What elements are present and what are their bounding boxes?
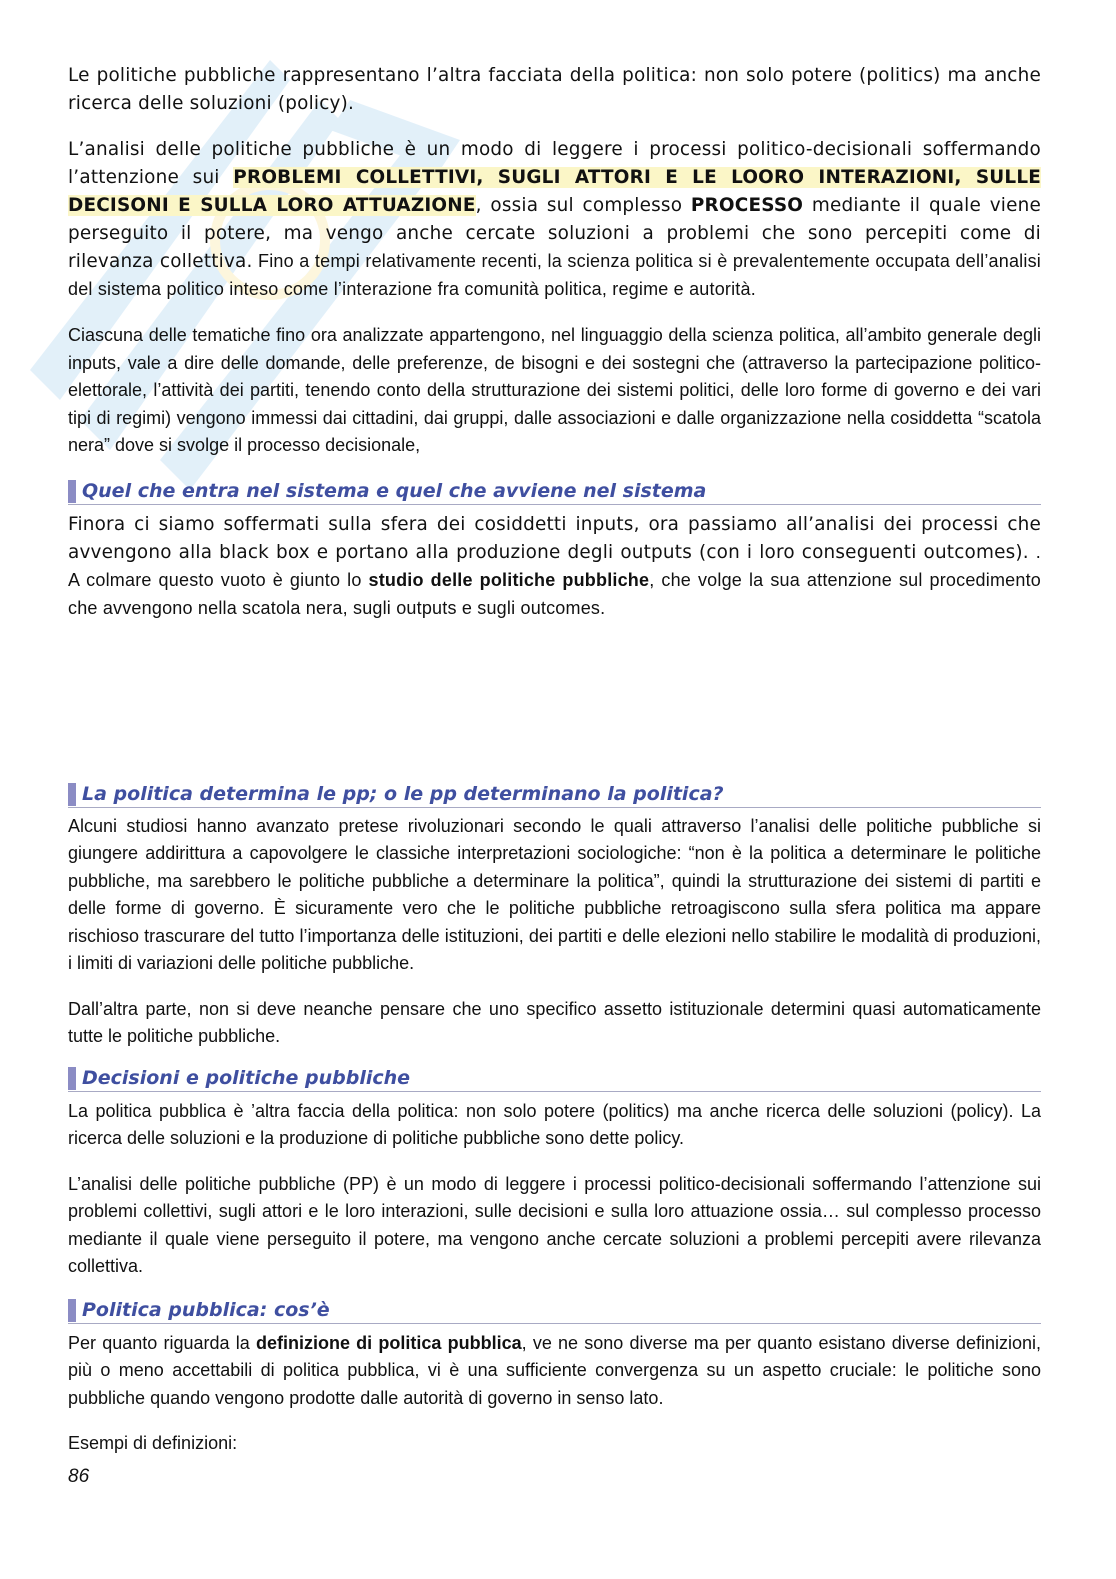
black-box-text-d: , che volge la sua attenzione sul procedimento che avvengono nella scatola nera, sugli outputs e sugli outcomes.	[68, 569, 1041, 618]
black-box-text-b: . A colmare questo vuoto è giunto lo	[68, 541, 1041, 590]
definition-text-c: , ve ne sono diverse ma per quanto esistano diverse definizioni, più o meno accettabili di politica pubblica, vi è una sufficiente convergenza su un aspetto cruciale: le politiche sono pubbliche quando vengono prodotte dalle autorità di governo in senso lato.	[68, 1332, 1042, 1408]
page-number: 86	[68, 1465, 90, 1487]
black-box-text-a: Finora ci siamo soffermati sulla sfera dei cosiddetti inputs, ora passiamo all’analisi dei processi che avvengono alla black box e portano alla produzione degli outputs (con i loro conseguenti outcomes).	[68, 513, 1041, 563]
document-page	[68, 62, 1041, 1489]
analysis-bold-process: PROCESSO	[690, 195, 804, 216]
definition-text-a: Per quanto riguarda la	[68, 1332, 256, 1353]
section-heading-sistema: Quel che entra nel sistema e quel che avviene nel sistema	[68, 478, 1041, 505]
section-heading-politica-pp: La politica determina le pp; o le pp determinano la politica?	[68, 781, 1041, 808]
revolutionary-paragraph: Alcuni studiosi hanno avanzato pretese rivoluzionari secondo le quali attraverso l’analisi delle politiche pubbliche si giungere addirittura a capovolgere le classiche interpretazioni sociologiche: “non è la politica a determinare le politiche pubbliche, ma sarebbero le politiche pubbliche a determinare la politica”, quindi la strutturazione dei sistemi di partiti e delle forme di governo. È sicuramente vero che le politiche pubbliche retroagiscono sulla sfera politica ma appare rischioso trascurare del tutto l’importanza delle istituzioni, dei partiti e delle elezioni nello stabilire le modalità di produzioni, i limiti di variazioni delle politiche pubbliche.	[68, 815, 1041, 973]
section-heading-decisioni: Decisioni e politiche pubbliche	[68, 1065, 1041, 1092]
analysis-text-c: , ossia sul complesso	[475, 195, 691, 216]
definition-bold: definizione di politica pubblica	[255, 1332, 522, 1353]
black-box-bold-study: studio delle politiche pubbliche	[368, 569, 650, 590]
policy-paragraph: La politica pubblica è ’altra faccia della politica: non solo potere (politics) ma anche ricerca delle soluzioni (policy). La ricerca delle soluzioni e la produzione di politiche pubbliche sono dette policy.	[68, 1100, 1041, 1148]
institutional-paragraph: Dall’altra parte, non si deve neanche pensare che uno specifico assetto istituzionale determini quasi automaticamente tutte le politiche pubbliche.	[68, 998, 1041, 1046]
analysis-bold-topics: PROBLEMI COLLETTIVI, SUGLI ATTORI E LE LOORO INTERAZIONI, SULLE DECISONI E SULLA LORO ATTUAZIONE	[68, 167, 1041, 216]
section-heading-cose: Politica pubblica: cos’è	[68, 1297, 1041, 1324]
inputs-paragraph: Ciascuna delle tematiche fino ora analizzate appartengono, nel linguaggio della scienza politica, all’ambito generale degli inputs, vale a dire delle domande, delle preferenze, de bisogni e dei sostegni che (attraverso la partecipazione politico-elettorale, l’attività dei partiti, tenendo conto della strutturazione dei sistemi politici, delle loro forme di governo e dei vari tipi di regimi) vengono immessi dai cittadini, dai gruppi, dalle associazioni e dalle organizzazione nella cosiddetta “scatola nera” dove si svolge il processo decisionale,	[68, 325, 1041, 455]
analysis-text-a: L’analisi delle politiche pubbliche è un modo di leggere i processi politico-decisionali soffermando l’attenzione sui	[68, 139, 1041, 188]
analysis-paragraph	[68, 136, 1041, 304]
black-box-paragraph	[68, 511, 1041, 623]
pp-analysis-paragraph: L’analisi delle politiche pubbliche (PP) è un modo di leggere i processi politico-decisionali soffermando l’attenzione sui problemi collettivi, sugli attori e le loro interazioni, sulle decisioni e sulla loro attuazione ossia… sul complesso processo mediante il quale viene perseguito il potere, ma vengono anche cercate soluzioni a problemi percepiti avere rilevanza collettiva.	[68, 1173, 1041, 1276]
intro-paragraph: Le politiche pubbliche rappresentano l’altra facciata della politica: non solo potere (politics) ma anche ricerca delle soluzioni (policy).	[68, 65, 1041, 114]
analysis-text-e: mediante il quale viene perseguito il potere, ma vengo anche cercate soluzioni a problemi che sono percepiti come di rilevanza collettiva.	[68, 195, 1041, 272]
examples-label: Esempi di definizioni:	[68, 1433, 238, 1453]
analysis-text-f: Fino a tempi relativamente recenti, la scienza politica si è prevalentemente occupata dell’analisi del sistema politico inteso come l’interazione fra comunità politica, regime e autorità.	[68, 251, 1041, 299]
definition-paragraph	[68, 1330, 1041, 1413]
